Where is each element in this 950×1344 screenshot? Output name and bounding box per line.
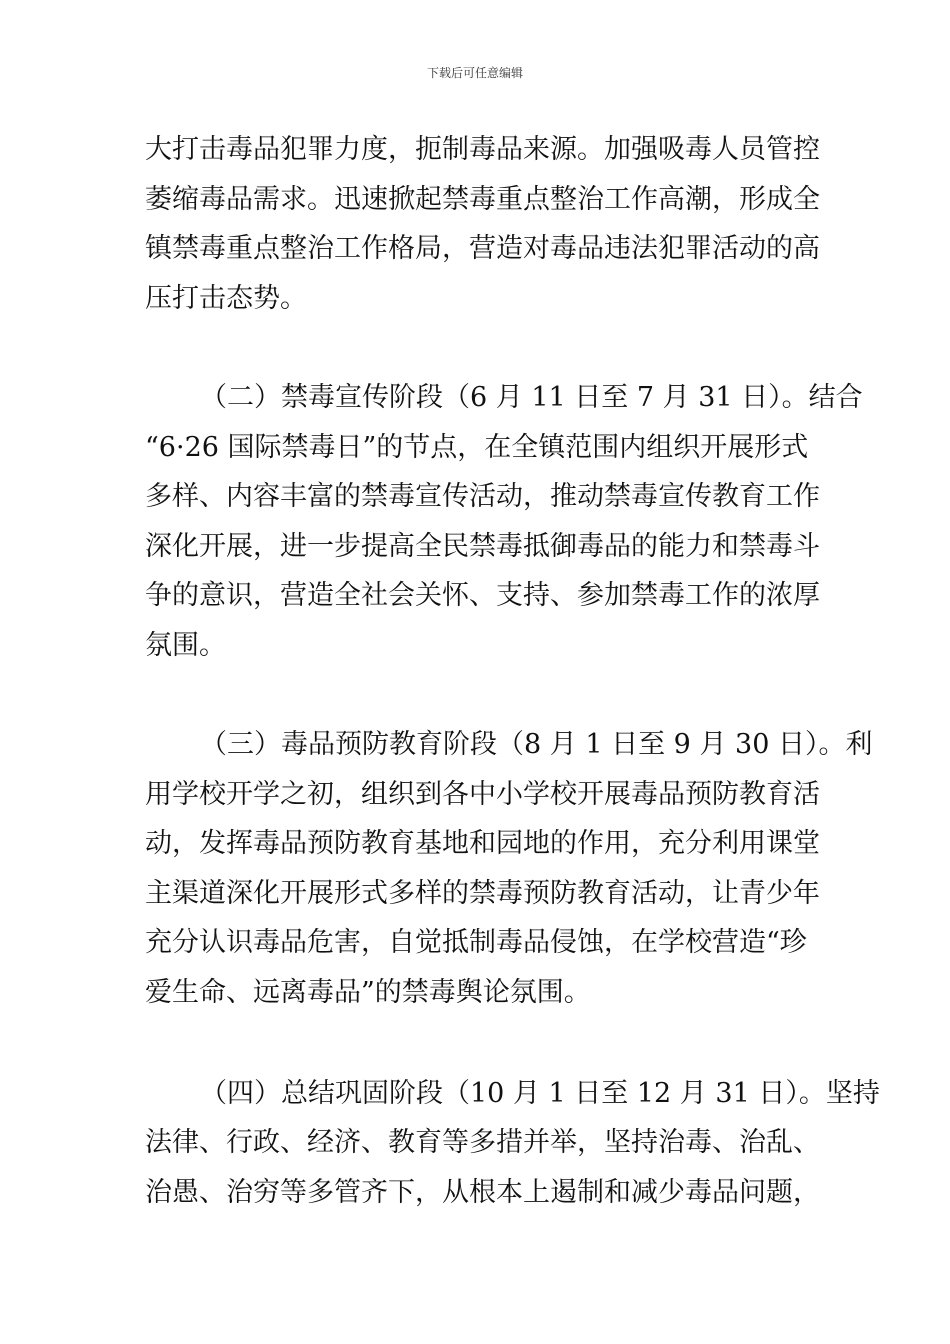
paragraph-1-line-3: 镇禁毒重点整治工作格局，营造对毒品违法犯罪活动的高 <box>145 233 820 264</box>
paragraph-2-line-3: 多样、内容丰富的禁毒宣传活动，推动禁毒宣传教育工作 <box>145 481 820 512</box>
paragraph-2-line-1: （二）禁毒宣传阶段（6 月 11 日至 7 月 31 日）。结合 <box>200 382 863 413</box>
paragraph-1-line-2: 萎缩毒品需求。迅速掀起禁毒重点整治工作高潮，形成全 <box>145 184 820 215</box>
paragraph-3-line-1: （三）毒品预防教育阶段（8 月 1 日至 9 月 30 日）。利 <box>200 729 873 760</box>
paragraph-2-line-6: 氛围。 <box>145 630 226 661</box>
paragraph-1-line-4: 压打击态势。 <box>145 283 307 314</box>
paragraph-4-line-1: （四）总结巩固阶段（10 月 1 日至 12 月 31 日）。坚持 <box>200 1078 880 1109</box>
paragraph-3-line-6: 爱生命、远离毒品”的禁毒舆论氛围。 <box>145 977 591 1008</box>
page-header: 下载后可任意编辑 <box>426 66 523 80</box>
paragraph-4-line-3: 治愚、治穷等多管齐下，从根本上遏制和减少毒品问题， <box>145 1177 820 1208</box>
paragraph-2-line-5: 争的意识，营造全社会关怀、支持、参加禁毒工作的浓厚 <box>145 580 820 611</box>
paragraph-4-line-2: 法律、行政、经济、教育等多措并举，坚持治毒、治乱、 <box>145 1127 820 1158</box>
paragraph-3-line-2: 用学校开学之初，组织到各中小学校开展毒品预防教育活 <box>145 779 820 810</box>
paragraph-3-line-3: 动，发挥毒品预防教育基地和园地的作用，充分利用课堂 <box>145 828 820 859</box>
paragraph-2-line-2: “6·26 国际禁毒日”的节点，在全镇范围内组织开展形式 <box>145 432 809 463</box>
paragraph-1-line-1: 大打击毒品犯罪力度，扼制毒品来源。加强吸毒人员管控 <box>145 134 820 165</box>
paragraph-3-line-4: 主渠道深化开展形式多样的禁毒预防教育活动，让青少年 <box>145 878 820 909</box>
paragraph-3-line-5: 充分认识毒品危害，自觉抵制毒品侵蚀，在学校营造“珍 <box>145 927 807 958</box>
paragraph-2-line-4: 深化开展，进一步提高全民禁毒抵御毒品的能力和禁毒斗 <box>145 531 820 562</box>
